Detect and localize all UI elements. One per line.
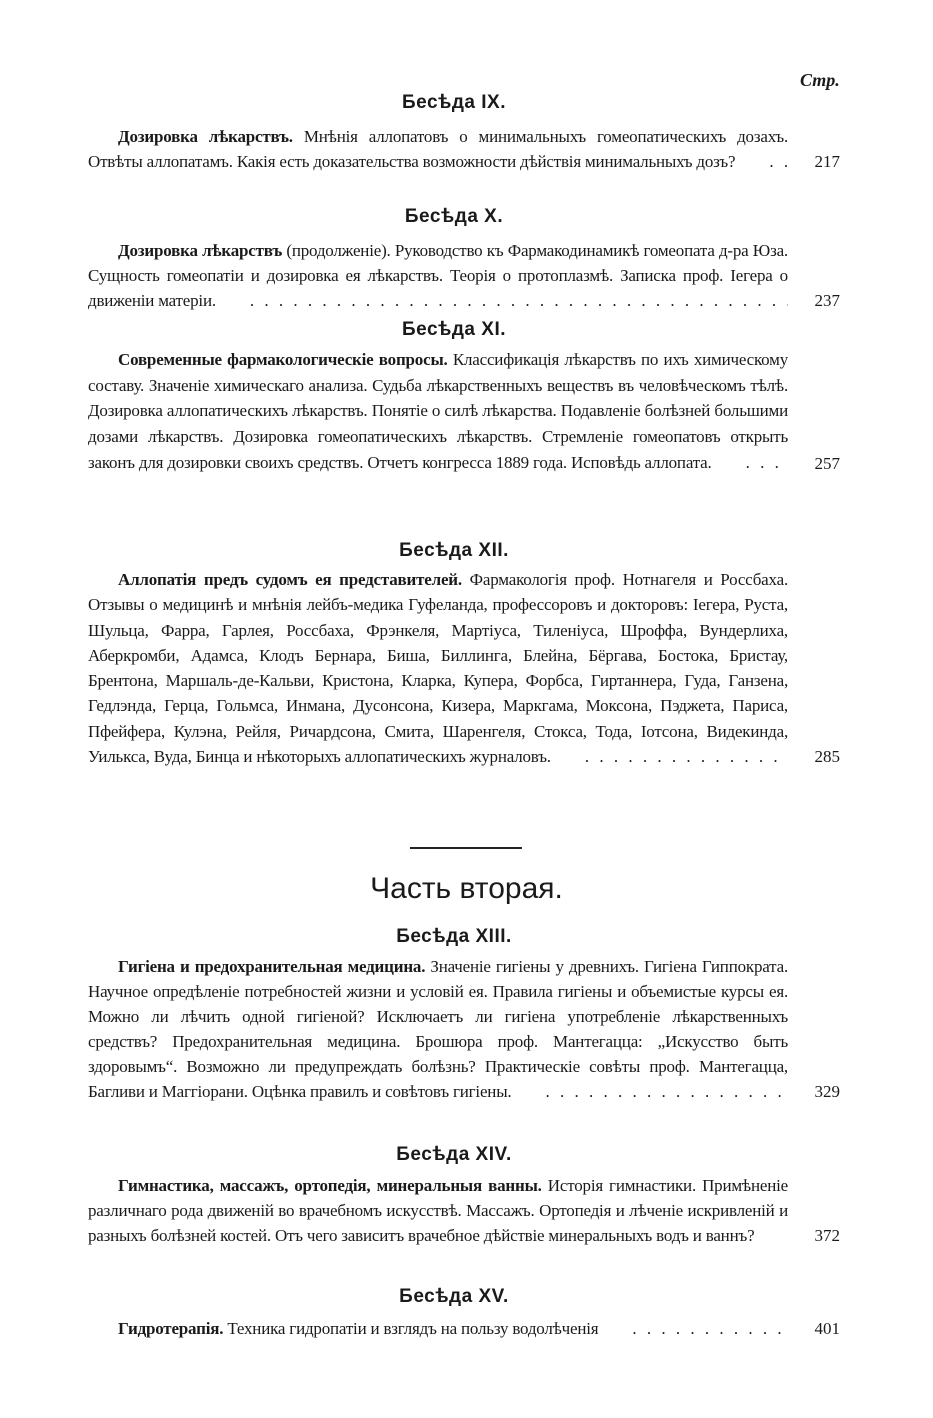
page-number: 237	[814, 291, 840, 310]
divider-rule	[410, 847, 522, 849]
entry-lead: Гигіена и предохранительная медицина.	[118, 957, 426, 976]
section-heading: Бесѣда XII.	[399, 540, 509, 561]
entry-text: Значеніе гигіены у древнихъ. Гигіена Гиппократа. Научное опредѣленіе потребностей жизни и условій ея. Правила гигіены и объемистые курсы ея. Можно ли лѣчить одной гигіеной? Исключаетъ ли гигіена употребленіе лѣкарственныхъ средствъ? Предохранительная медицина. Брошюра проф. Мантегацца: „Искусство быть здоровымъ“. Возможно ли предупреждать болѣзнь? Практическіе совѣты проф. Мантегацца, Багливи и Маггіорани. Оцѣнка правилъ и совѣтовъ гигіены. . . .	[88, 957, 788, 1101]
section-heading: Бесѣда XIII.	[396, 926, 512, 947]
section-heading: Бесѣда IX.	[401, 92, 507, 113]
page-number: 217	[814, 152, 840, 171]
toc-section-12	[88, 538, 840, 769]
entry-lead: Аллопатія предъ судомъ ея представителей.	[118, 570, 462, 589]
page-number: 329	[814, 1082, 840, 1101]
toc-entry	[88, 1316, 840, 1341]
toc-entry	[88, 124, 840, 174]
toc-entry	[88, 567, 840, 769]
section-heading: Бесѣда XV.	[399, 1286, 509, 1307]
entry-text: (продолженіе). Руководство къ Фармакодинамикѣ гомеопата д-ра Юза. Сущность гомеопатіи и дозировка ея лѣкарствъ. Теорія о протоплазмѣ. Записка проф. Іегера о движеніи матеріи. . . .	[88, 241, 788, 310]
entry-text: Техника гидропатіи и взглядъ на пользу водолѣченія . . .	[223, 1319, 598, 1338]
entry-lead: Дозировка лѣкарствъ.	[118, 127, 293, 146]
toc-section-13	[88, 924, 840, 1104]
entry-text: Исторія гимнастики. Примѣненіе различнаго рода движеній во врачебномъ искусствѣ. Массажъ. Ортопедія и лѣченіе искривленій и разныхъ болѣзней костей. Отъ чего зависитъ врачебное дѣйствіе минеральныхъ водъ и ваннъ? . . .	[88, 1176, 788, 1245]
page-column-label: Стр.	[800, 70, 840, 90]
entry-lead: Гимнастика, массажъ, ортопедія, минеральныя ванны.	[118, 1176, 542, 1195]
toc-entry	[88, 1173, 840, 1248]
toc-entry	[88, 347, 840, 476]
part-title: Часть вторая.	[370, 872, 563, 905]
page-number: 257	[814, 453, 840, 473]
entry-text: Классификація лѣкарствъ по ихъ химическому составу. Значеніе химическаго анализа. Судьба лѣкарственныхъ веществъ въ человѣческомъ тѣлѣ. Дозировка аллопатическихъ лѣкарствъ. Понятіе о силѣ лѣкарства. Подавленіе болѣзней большими дозами лѣкарствъ. Дозировка гомеопатическихъ лѣкарствъ. Стремленіе гомеопатовъ открыть законъ для дозировки своихъ средствъ. Отчетъ конгресса 1889 года. Исповѣдь аллопата. . . .	[88, 350, 788, 472]
entry-text: Мнѣнія аллопатовъ о минимальныхъ гомеопатическихъ дозахъ. Отвѣты аллопатамъ. Какія есть доказательства возможности дѣйствія минимальныхъ дозъ? . . .	[88, 127, 788, 171]
toc-section-11	[88, 317, 840, 476]
entry-lead: Гидротерапія.	[118, 1319, 224, 1338]
toc-entry	[88, 954, 840, 1104]
page-number: 372	[814, 1226, 840, 1245]
section-heading: Бесѣда X.	[404, 206, 504, 227]
page-number: 285	[814, 747, 840, 767]
toc-section-14	[88, 1142, 840, 1248]
section-heading: Бесѣда XIV.	[396, 1144, 512, 1165]
entry-text: Фармакологія проф. Нотнагеля и Россбаха. Отзывы о медицинѣ и мнѣнія лейбъ-медика Гуфеланда, профессоровъ и докторовъ: Іегера, Руста, Шульца, Фарра, Гарлея, Россбаха, Фрэнкеля, Мартіуса, Тиленіуса, Шроффа, Вундерлиха, Аберкромби, Адамса, Клодъ Бернара, Биша, Биллинга, Блейна, Бёргава, Бостока, Бристау, Брентона, Маршаль-де-Кальви, Кристона, Кларка, Купера, Форбса, Гиртаннера, Гуда, Ганзена, Гедлэнда, Герца, Гольмса, Инмана, Дусонсона, Кизера, Маркгама, Моксона, Пэджета, Париса, Пфейфера, Кулэна, Рейля, Ричардсона, Смита, Шаренгеля, Стокса, Тода, Іотсона, Видекинда, Уилькса, Вуда, Бинца и нѣкоторыхъ аллопатическихъ журналовъ. . . .	[88, 570, 788, 766]
toc-section-10	[88, 204, 840, 313]
toc-section-9	[88, 90, 840, 174]
entry-lead: Современные фармакологическіе вопросы.	[118, 350, 448, 369]
section-heading: Бесѣда XI.	[401, 319, 507, 340]
entry-lead: Дозировка лѣкарствъ	[118, 241, 283, 260]
toc-section-15	[88, 1284, 840, 1341]
toc-entry	[88, 238, 840, 313]
page-number: 401	[814, 1319, 840, 1338]
